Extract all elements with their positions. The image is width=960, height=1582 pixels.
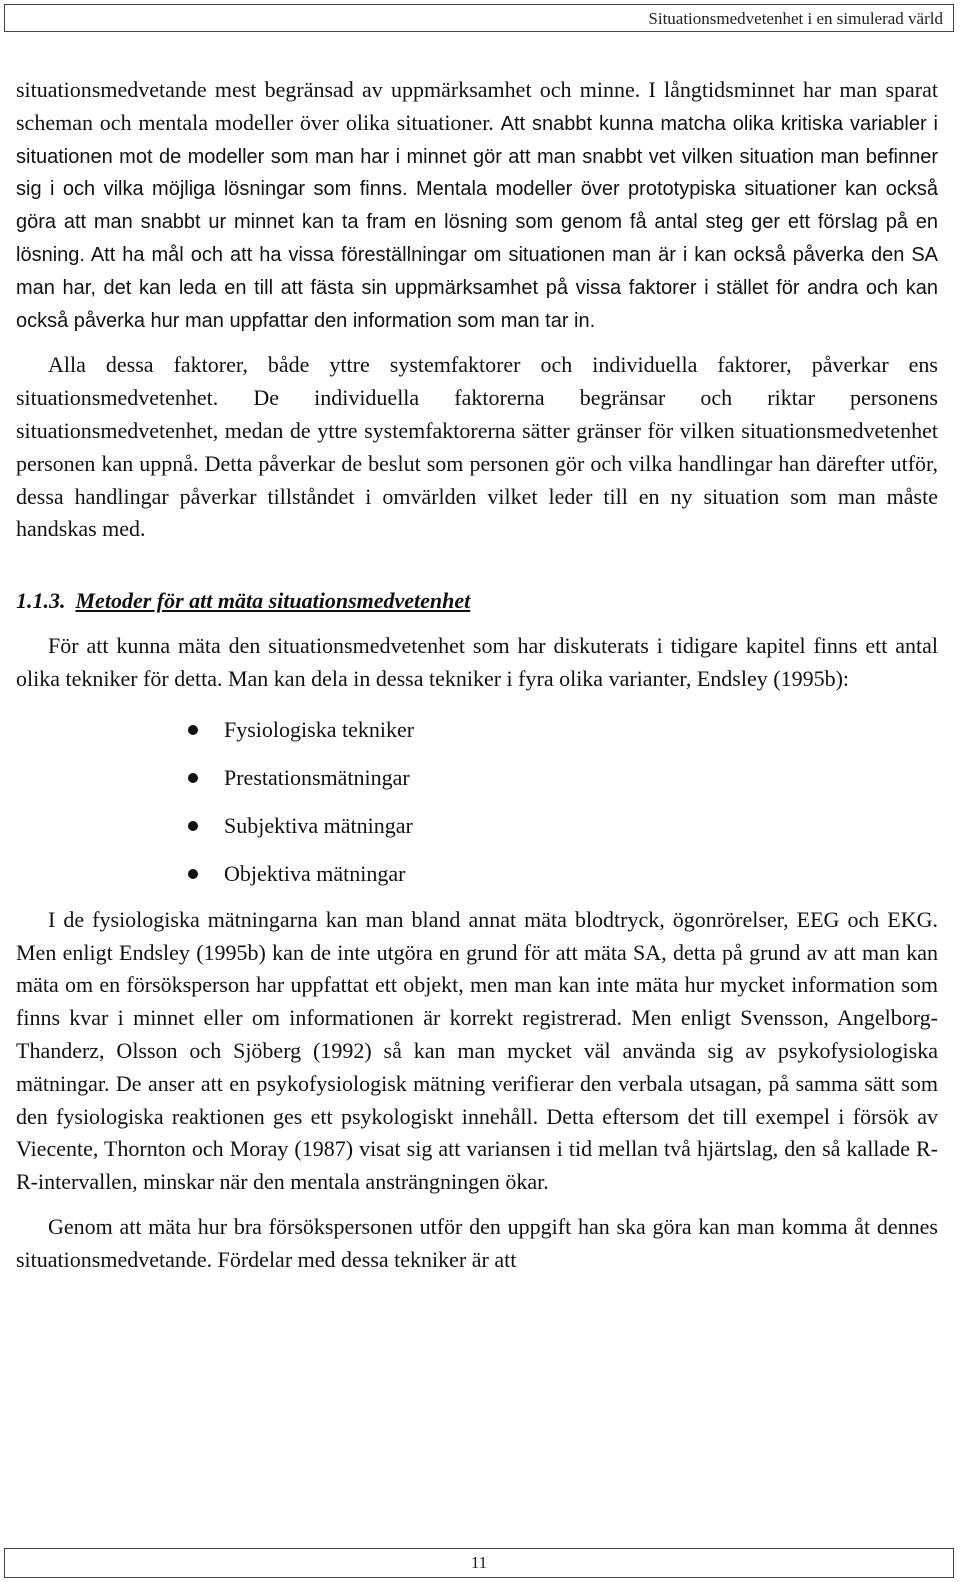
bullet-icon — [188, 725, 198, 735]
list-item-label: Prestationsmätningar — [224, 764, 410, 790]
paragraph-4: I de fysiologiska mätningarna kan man bland annat mäta blodtryck, ögonrörelser, EEG och EKG. Men enligt Endsley (1995b) kan de inte utgöra en grund för att mäta SA, detta på grund av att man kan mäta om en försöksperson har uppfattat ett objekt, men man kan inte mäta hur mycket information som finns kvar i minnet eller om informationen är korrekt registrerad. Men enligt Svensson, Angelborg-Thanderz, Olsson och Sjöberg (1992) så kan man mycket väl använda sig av psykofysiologiska mätningar. De anser att en psykofysiologisk mätning verifierar den verbala utsagan, på samma sätt som den fysiologiska reaktionen ges ett psykologiskt innehåll. Detta eftersom det till exempel i försök av Viecente, Thornton och Moray (1987) visat sig att variansen i tid mellan två hjärtslag, den så kallade R-R-intervallen, minskar när den mentala ansträngningen ökar. — [16, 906, 938, 1195]
section-number: 1.1.3. — [16, 588, 66, 614]
list-item — [224, 754, 938, 802]
list-item-label: Objektiva mätningar — [224, 860, 406, 886]
page-footer — [4, 1548, 954, 1578]
section-heading — [16, 586, 938, 616]
section-title: Metoder för att mäta situationsmedvetenhet — [75, 588, 471, 614]
list-item — [224, 706, 938, 754]
running-header — [4, 4, 954, 32]
paragraph-2: Alla dessa faktorer, både yttre systemfaktorer och individuella faktorer, påverkar ens situationsmedvetenhet. De individuella faktorerna begränsar och riktar personens situationsmedvetenhet, medan de yttre systemfaktorerna sätter gränser för vilken situationsmedvetenhet personen kan uppnå. Detta påverkar de beslut som personen gör och vilka handlingar han därefter utför, dessa handlingar påverkar tillståndet i omvärlden vilket leder till en ny situation som man måste handskas med. — [16, 352, 938, 542]
page-number: 11 — [470, 1553, 488, 1572]
paragraph-1-sans-part: Att snabbt kunna matcha olika kritiska variabler i situationen mot de modeller som man har i minnet gör att man snabbt vet vilken situation man befinner sig i och vilka möjliga lösningar som finns. Mentala modeller över prototypiska situationer kan också göra att man snabbt ur minnet kan ta fram en lösning som genom få antal steg ger ett förslag på en lösning. Att ha mål och att ha vissa föreställningar om situationen man är i kan också påverka den SA man har, det kan leda en till att fästa sin uppmärksamhet på vissa faktorer i stället för andra och kan också påverka hur man uppfattar den information som man tar in. — [16, 112, 938, 332]
bullet-icon — [188, 773, 198, 783]
paragraph-3: För att kunna mäta den situationsmedvetenhet som har diskuterats i tidigare kapitel finns ett antal olika tekniker för detta. Man kan dela in dessa tekniker i fyra olika varianter, Endsley (1995b): — [16, 633, 938, 691]
list-item — [224, 802, 938, 850]
list-item-label: Subjektiva mätningar — [224, 812, 413, 838]
paragraph-5: Genom att mäta hur bra försökspersonen utför den uppgift han ska göra kan man komma åt dennes situationsmedvetande. Fördelar med dessa tekniker är att — [16, 1213, 938, 1272]
paragraph-1 — [16, 74, 938, 337]
header-title: Situationsmedvetenhet i en simulerad värld — [648, 9, 943, 28]
bullet-icon — [188, 821, 198, 831]
list-item — [224, 850, 938, 898]
list-item-label: Fysiologiska tekniker — [224, 716, 415, 742]
paragraph-1-serif-part: situationsmedvetande mest begränsad av uppmärksamhet och minne. I långtidsminnet har man sparat scheman och mentala modeller över olika situationer. — [16, 77, 938, 135]
bullet-icon — [188, 869, 198, 879]
bullet-list — [16, 706, 938, 898]
page-body — [16, 74, 938, 1277]
